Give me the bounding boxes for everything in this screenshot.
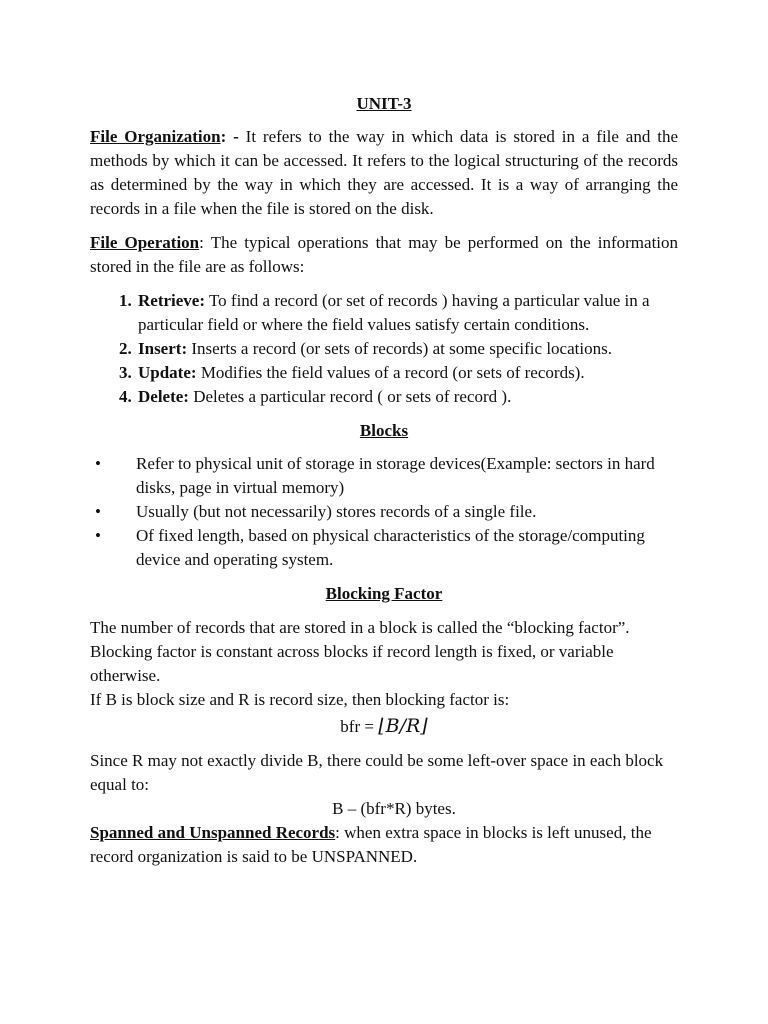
spanned-text: when extra space in blocks is left unused, the record organization is said to be UNSPANNED. — [90, 823, 652, 866]
operation-label: Delete: — [138, 387, 189, 406]
list-item — [136, 361, 678, 385]
operation-text: Modifies the field values of a record (or sets of records). — [196, 363, 585, 382]
list-item — [136, 337, 678, 361]
leftover-space-formula: B – (bfr*R) bytes. — [332, 799, 456, 818]
file-operation-term: File Operation — [90, 233, 200, 252]
file-organization-term: File Organization — [90, 127, 221, 146]
file-operation-paragraph — [90, 231, 678, 279]
list-item — [136, 385, 678, 409]
operation-label: Update: — [138, 363, 197, 382]
list-item — [136, 289, 678, 337]
operation-label: Retrieve: — [138, 291, 206, 310]
formula-rhs: ⌊B/R⌋ — [378, 715, 428, 737]
leftover-space-paragraph: Since R may not exactly divide B, there could be some left-over space in each block equal to: — [90, 751, 664, 794]
operation-text: Deletes a particular record ( or sets of record ). — [188, 387, 512, 406]
operation-label: Insert: — [138, 339, 188, 358]
blocking-factor-heading: Blocking Factor — [325, 584, 443, 603]
blocks-list — [90, 452, 678, 572]
file-organization-separator: : - — [220, 127, 246, 146]
file-operation-separator: : — [199, 233, 211, 252]
bullet-text: Refer to physical unit of storage in storage devices(Example: sectors in hard disks, page in virtual memory) — [136, 454, 655, 497]
bullet-icon: • — [95, 502, 101, 521]
bullet-icon: • — [95, 454, 101, 473]
file-organization-paragraph — [90, 125, 678, 221]
unit-title: UNIT-3 — [356, 94, 412, 113]
blocking-factor-paragraph: The number of records that are stored in a block is called the “blocking factor”. Blocking factor is constant across blocks if record length is fixed, or variable otherwise. — [90, 618, 630, 685]
file-organization-text: It refers to the way in which data is stored in a file and the methods by which it can be accessed. It refers to the logical structuring of the records as determined by the way in which they are accessed. It is a way of arranging the records in a file when the file is stored on the disk. — [90, 127, 678, 218]
spanned-term: Spanned and Unspanned Records — [90, 823, 336, 842]
formula-lhs: bfr = — [340, 717, 379, 736]
spanned-paragraph — [90, 821, 678, 869]
file-operation-list — [90, 289, 678, 409]
blocking-factor-formula — [90, 714, 678, 739]
blocks-heading: Blocks — [359, 421, 409, 440]
list-item — [90, 452, 678, 500]
bullet-icon: • — [95, 526, 101, 545]
file-operation-text: The typical operations that may be performed on the information stored in the file are as follows: — [90, 233, 679, 276]
list-item — [90, 524, 678, 572]
blocking-factor-definition: If B is block size and R is record size, then blocking factor is: — [90, 690, 510, 709]
list-item — [90, 500, 678, 524]
operation-text: Inserts a record (or sets of records) at some specific locations. — [187, 339, 612, 358]
spanned-separator: : — [335, 823, 345, 842]
bullet-text: Of fixed length, based on physical characteristics of the storage/computing device and operating system. — [136, 526, 645, 569]
operation-text: To find a record (or set of records ) having a particular value in a particular field or where the field values satisfy certain conditions. — [138, 291, 650, 334]
bullet-text: Usually (but not necessarily) stores records of a single file. — [136, 502, 537, 521]
